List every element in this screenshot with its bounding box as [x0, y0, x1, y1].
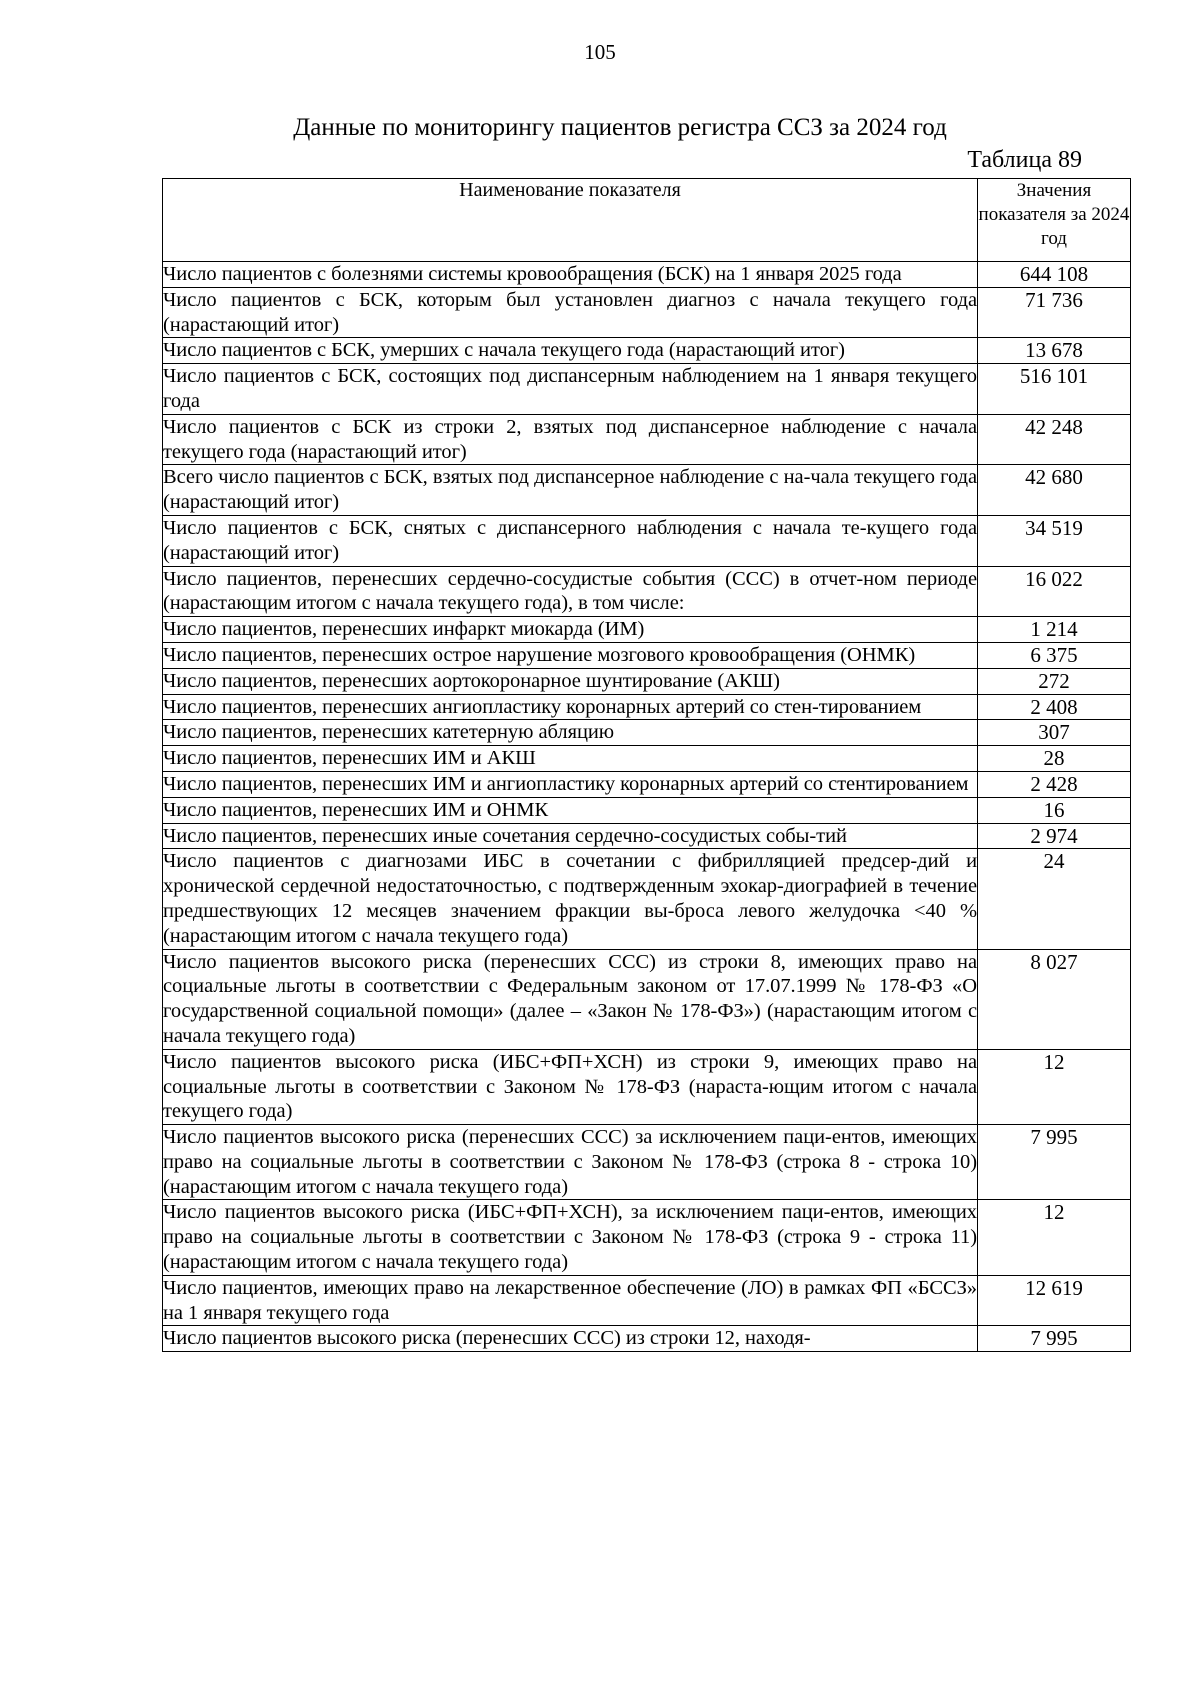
row-name: Число пациентов, перенесших катетерную абляцию: [163, 720, 978, 746]
table-row: [163, 1275, 1131, 1326]
row-name: Число пациентов, перенесших ИМ и ангиопластику коронарных артерий со стентированием: [163, 771, 978, 797]
row-name: Число пациентов, перенесших ИМ и ОНМК: [163, 797, 978, 823]
table-row: [163, 849, 1131, 949]
row-name: Число пациентов высокого риска (ИБС+ФП+ХСН), за исключением паци-ентов, имеющих право на социальные льготы в соответствии с Законом № 178-ФЗ (строка 9 - строка 11) (нарастающим итогом с начала текущего года): [163, 1200, 978, 1275]
row-value: 6 375: [978, 642, 1131, 668]
header-indicator-name: Наименование показателя: [163, 179, 978, 262]
row-name: Число пациентов с БСК, снятых с диспансерного наблюдения с начала те-кущего года (нарастающий итог): [163, 515, 978, 566]
row-value: 12: [978, 1049, 1131, 1124]
table-row: [163, 566, 1131, 617]
row-value: 307: [978, 720, 1131, 746]
row-name: Число пациентов, перенесших аортокоронарное шунтирование (АКШ): [163, 668, 978, 694]
table-row: [163, 465, 1131, 516]
row-name: Число пациентов с диагнозами ИБС в сочетании с фибрилляцией предсер-дий и хронической сердечной недостаточностью, с подтвержденным эхокар-диографией в течение предшествующих 12 месяцев значением фракции вы-броса левого желудочка <40 % (нарастающим итогом с начала текущего года): [163, 849, 978, 949]
table-row: [163, 287, 1131, 338]
table-row: [163, 949, 1131, 1049]
row-value: 644 108: [978, 262, 1131, 288]
row-value: 516 101: [978, 364, 1131, 415]
row-name: Число пациентов с БСК, состоящих под диспансерным наблюдением на 1 января текущего года: [163, 364, 978, 415]
table-row: [163, 617, 1131, 643]
table-row: [163, 642, 1131, 668]
table-header-row: [163, 179, 1131, 262]
row-name: Число пациентов высокого риска (перенесших ССС) из строки 12, находя-: [163, 1326, 978, 1352]
table-row: [163, 1125, 1131, 1200]
table-row: [163, 771, 1131, 797]
table-row: [163, 823, 1131, 849]
row-value: 34 519: [978, 515, 1131, 566]
row-value: 71 736: [978, 287, 1131, 338]
row-name: Число пациентов, перенесших ангиопластику коронарных артерий со стен-тированием: [163, 694, 978, 720]
row-value: 12: [978, 1200, 1131, 1275]
row-name: Число пациентов высокого риска (ИБС+ФП+ХСН) из строки 9, имеющих право на социальные льготы в соответствии с Законом № 178-ФЗ (нараста-ющим итогом с начала текущего года): [163, 1049, 978, 1124]
row-name: Число пациентов, перенесших инфаркт миокарда (ИМ): [163, 617, 978, 643]
table-row: [163, 797, 1131, 823]
table-row: [163, 1200, 1131, 1275]
row-value: 8 027: [978, 949, 1131, 1049]
table-row: [163, 414, 1131, 465]
row-name: Число пациентов с БСК, которым был установлен диагноз с начала текущего года (нарастающий итог): [163, 287, 978, 338]
table-row: [163, 694, 1131, 720]
row-value: 28: [978, 746, 1131, 772]
row-name: Число пациентов, перенесших иные сочетания сердечно-сосудистых собы-тий: [163, 823, 978, 849]
row-name: Число пациентов высокого риска (перенесших ССС) из строки 8, имеющих право на социальные льготы в соответствии с Федеральным законом от 17.07.1999 № 178-ФЗ «О государственной социальной помощи» (далее – «Закон № 178-ФЗ») (нарастающим итогом с начала текущего года): [163, 949, 978, 1049]
row-value: 24: [978, 849, 1131, 949]
table-row: [163, 720, 1131, 746]
table-label: Таблица 89: [967, 147, 1082, 173]
row-value: 7 995: [978, 1125, 1131, 1200]
row-name: Число пациентов с болезнями системы кровообращения (БСК) на 1 января 2025 года: [163, 262, 978, 288]
table-row: [163, 1326, 1131, 1352]
table-row: [163, 515, 1131, 566]
row-value: 12 619: [978, 1275, 1131, 1326]
table-row: [163, 746, 1131, 772]
row-name: Число пациентов с БСК из строки 2, взятых под диспансерное наблюдение с начала текущего года (нарастающий итог): [163, 414, 978, 465]
monitoring-table: [162, 178, 1131, 1352]
row-value: 1 214: [978, 617, 1131, 643]
row-value: 16 022: [978, 566, 1131, 617]
table-row: [163, 668, 1131, 694]
row-value: 2 408: [978, 694, 1131, 720]
row-value: 42 248: [978, 414, 1131, 465]
row-value: 42 680: [978, 465, 1131, 516]
table-row: [163, 364, 1131, 415]
row-name: Число пациентов, перенесших ИМ и АКШ: [163, 746, 978, 772]
header-indicator-value: Значения показателя за 2024 год: [978, 179, 1131, 262]
row-name: Число пациентов, имеющих право на лекарственное обеспечение (ЛО) в рамках ФП «БССЗ» на 1 января текущего года: [163, 1275, 978, 1326]
row-value: 7 995: [978, 1326, 1131, 1352]
document-title: Данные по мониторингу пациентов регистра ССЗ за 2024 год: [293, 114, 947, 141]
row-name: Число пациентов, перенесших острое нарушение мозгового кровообращения (ОНМК): [163, 642, 978, 668]
table-row: [163, 1049, 1131, 1124]
row-value: 2 428: [978, 771, 1131, 797]
row-value: 16: [978, 797, 1131, 823]
row-value: 13 678: [978, 338, 1131, 364]
row-value: 272: [978, 668, 1131, 694]
row-name: Число пациентов с БСК, умерших с начала текущего года (нарастающий итог): [163, 338, 978, 364]
table-row: [163, 262, 1131, 288]
row-name: Число пациентов высокого риска (перенесших ССС) за исключением паци-ентов, имеющих право на социальные льготы в соответствии с Законом № 178-ФЗ (строка 8 - строка 10) (нарастающим итогом с начала текущего года): [163, 1125, 978, 1200]
table-row: [163, 338, 1131, 364]
row-name: Всего число пациентов с БСК, взятых под диспансерное наблюдение с на-чала текущего года (нарастающий итог): [163, 465, 978, 516]
row-value: 2 974: [978, 823, 1131, 849]
row-name: Число пациентов, перенесших сердечно-сосудистые события (ССС) в отчет-ном периоде (нарастающим итогом с начала текущего года), в том числе:: [163, 566, 978, 617]
page-number: 105: [584, 40, 616, 64]
